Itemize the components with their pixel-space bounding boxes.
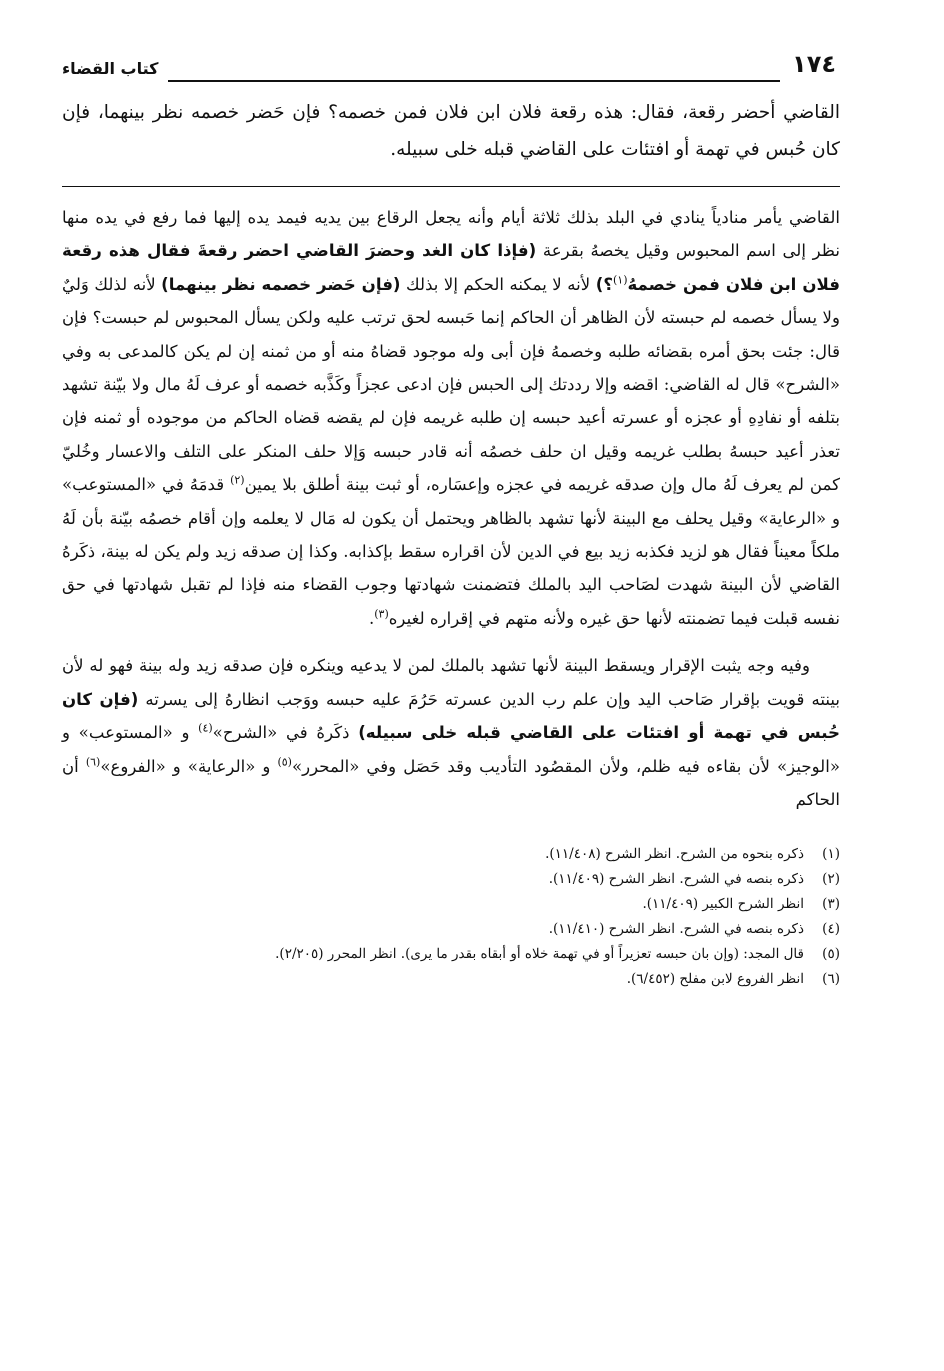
quoted-matn: (فإن حَضر خصمه نظر بينهما) <box>161 274 401 294</box>
text-run: و «المستوعب» و «الوجيز» لأن بقاءه فيه ظلم، ولأن المقصُود التأديب وقد حَصَل وفي «المحرر» <box>62 723 840 776</box>
text-run: قدمَهُ في «المستوعب» و «الرعاية» وقيل يحلف مع البينة لأنها تشهد بالظاهر ويحتمل أن يكون له مَال لا يعلمه وإن أقام خصمُه بيّنة بأن لَهُ ملكاً معيناً فقال هو لزيد فكذبه زيد بيع في الدين لأن اقراره سقط بإكذابه. وكذا إن صدقه زيد ولم يكن له بينة، ذكَرهُ القاضي لأن البينة شهدت لصَاحب اليد بالملك فتضمنت شهادتها وجوب القضاء منه فإذا لم تقبل شهادتها في حق نفسه قبلت فيما تضمنته لأنها حق غيره ولأنه متهم في إقراره لغيره <box>62 475 840 628</box>
text-run: . <box>368 608 375 628</box>
footnote-text: ذكره بنحوه من الشرح. انظر الشرح (١١/٤٠٨). <box>545 846 804 863</box>
footnote-text: ذكره بنصه في الشرح. انظر الشرح (١١/٤٠٩). <box>548 871 804 888</box>
footnote-text: قال المجد: (وإن بان حبسه تعزيراً أو في تهمة خلاه أو أبقاه بقدر ما يرى). انظر المحرر (٢/٢٠٥). <box>275 946 804 963</box>
footnote-text: انظر الشرح الكبير (١١/٤٠٩). <box>642 896 804 913</box>
footnote <box>62 892 840 917</box>
commentary-paragraph <box>62 201 840 635</box>
footnote <box>62 942 840 967</box>
text-run: لأنه لذلك وَليٌ ولا يسأل خصمه لم حبسته لأن الظاهر أن الحاكم إنما حَبسه لحق ترتب عليه ولكن يسأل المحبوس لم حبست؟ فإن قال: جئت بحق أمره بقضائه طلبه وخصمهُ فإن أبى وله موجود قضاهُ منه أو من ثمنه إن لم يكن كالمدعى به وفي «الشرح» قال له القاضي: اقضه وإلا رددتك إلى الحبس فإن ادعى عجزاً وكَذَّبه خصمه أو عرف لَهُ مال ولا بيّنة تشهد بتلفه أو نفادِهِ أو عجزه أو عسرته أعيد حبسه إن طلبه غريمه فإن لم يقضه قضاه الحاكم من موجوده أو ثمنه فإن تعذر أعيد حبسهُ بطلب غريمه وقيل ان حلف خصمُه أنه قادر حبسه وَإلا حلف المنكر على التلف والاعسار وخُليّ كمن لم يعرف لَهُ مال وإن صدقه غريمه في عجزه وإعسَاره، أو ثبت بينة أطلق بلا يمين <box>62 274 840 495</box>
footnote-number: (٥) <box>822 946 840 963</box>
footnote-number: (٦) <box>822 971 840 988</box>
page-number: ١٧٤ <box>780 50 840 82</box>
text-run: أن الحاكم <box>62 756 840 809</box>
footnote-text: انظر الفروع لابن مفلح (٦/٤٥٢). <box>626 971 804 988</box>
footnote-ref[interactable]: (٤) <box>198 721 213 735</box>
quoted-matn: (فإذا كان الغد وحضرَ القاضي احضر رقعةَ فقال هذه رقعة فلان ابن فلان فمن خصمهُ <box>62 241 840 294</box>
text-run: وفيه وجه يثبت الإقرار ويسقط البينة لأنها تشهد بالملك لمن لا يدعيه وينكره فإن صدقه زيد وله بينة فهو له لأن بينته قويت بإقرار صَاحب اليد وإن علم رب الدين عسرته حَرُمَ عليه حبسه ووَجب انظارهُ إلى يسرته <box>62 656 840 709</box>
matn-separator <box>62 186 840 187</box>
footnotes <box>62 842 840 992</box>
commentary-paragraph <box>62 649 840 816</box>
quoted-matn: (فإن كان حُبس في تهمة أو افتئات على القاضي قبله خلى سبيله) <box>62 689 840 743</box>
footnote <box>62 867 840 892</box>
matn-text: القاضي أحضر رقعة، فقال: هذه رقعة فلان ابن فلان فمن خصمه؟ فإن حَضر خصمه نظر بينهما، فإن كان حُبس في تهمة أو افتئات على القاضي قبله خلى سبيله. <box>62 102 840 160</box>
running-title: كتاب القضاء <box>62 59 168 82</box>
footnote-number: (٢) <box>822 871 840 888</box>
quoted-matn-end: ؟) <box>595 274 613 294</box>
footnote <box>62 842 840 867</box>
footnote-number: (١) <box>822 846 840 863</box>
page-header <box>62 40 840 82</box>
footnote-ref[interactable]: (١) <box>612 273 628 287</box>
footnote-ref[interactable]: (٣) <box>374 607 389 621</box>
text-run: القاضي يأمر منادياً ينادي في البلد بذلك ثلاثة أيام وأنه يجعل الرقاع بين يديه فيمد يده إليها فما رفع في يده منها نظر إلى اسم المحبوس وقيل يخصهُ بقرعة <box>62 208 840 261</box>
footnote-text: ذكره بنصه في الشرح. انظر الشرح (١١/٤١٠). <box>548 921 804 938</box>
footnote-ref[interactable]: (٥) <box>277 754 292 768</box>
footnote-ref[interactable]: (٦) <box>85 754 101 768</box>
footnote-ref[interactable]: (٢) <box>230 473 245 487</box>
text-run: ذكَرهُ في «الشرح» <box>212 723 359 743</box>
text-run: و «الرعاية» و «الفروع» <box>100 756 278 776</box>
footnote <box>62 967 840 992</box>
footnote <box>62 917 840 942</box>
text-run: لأنه لا يمكنه الحكم إلا بذلك <box>400 274 596 294</box>
book-page <box>62 40 840 1350</box>
footnote-number: (٤) <box>822 921 840 938</box>
commentary <box>62 201 840 816</box>
footnote-number: (٣) <box>822 896 840 913</box>
